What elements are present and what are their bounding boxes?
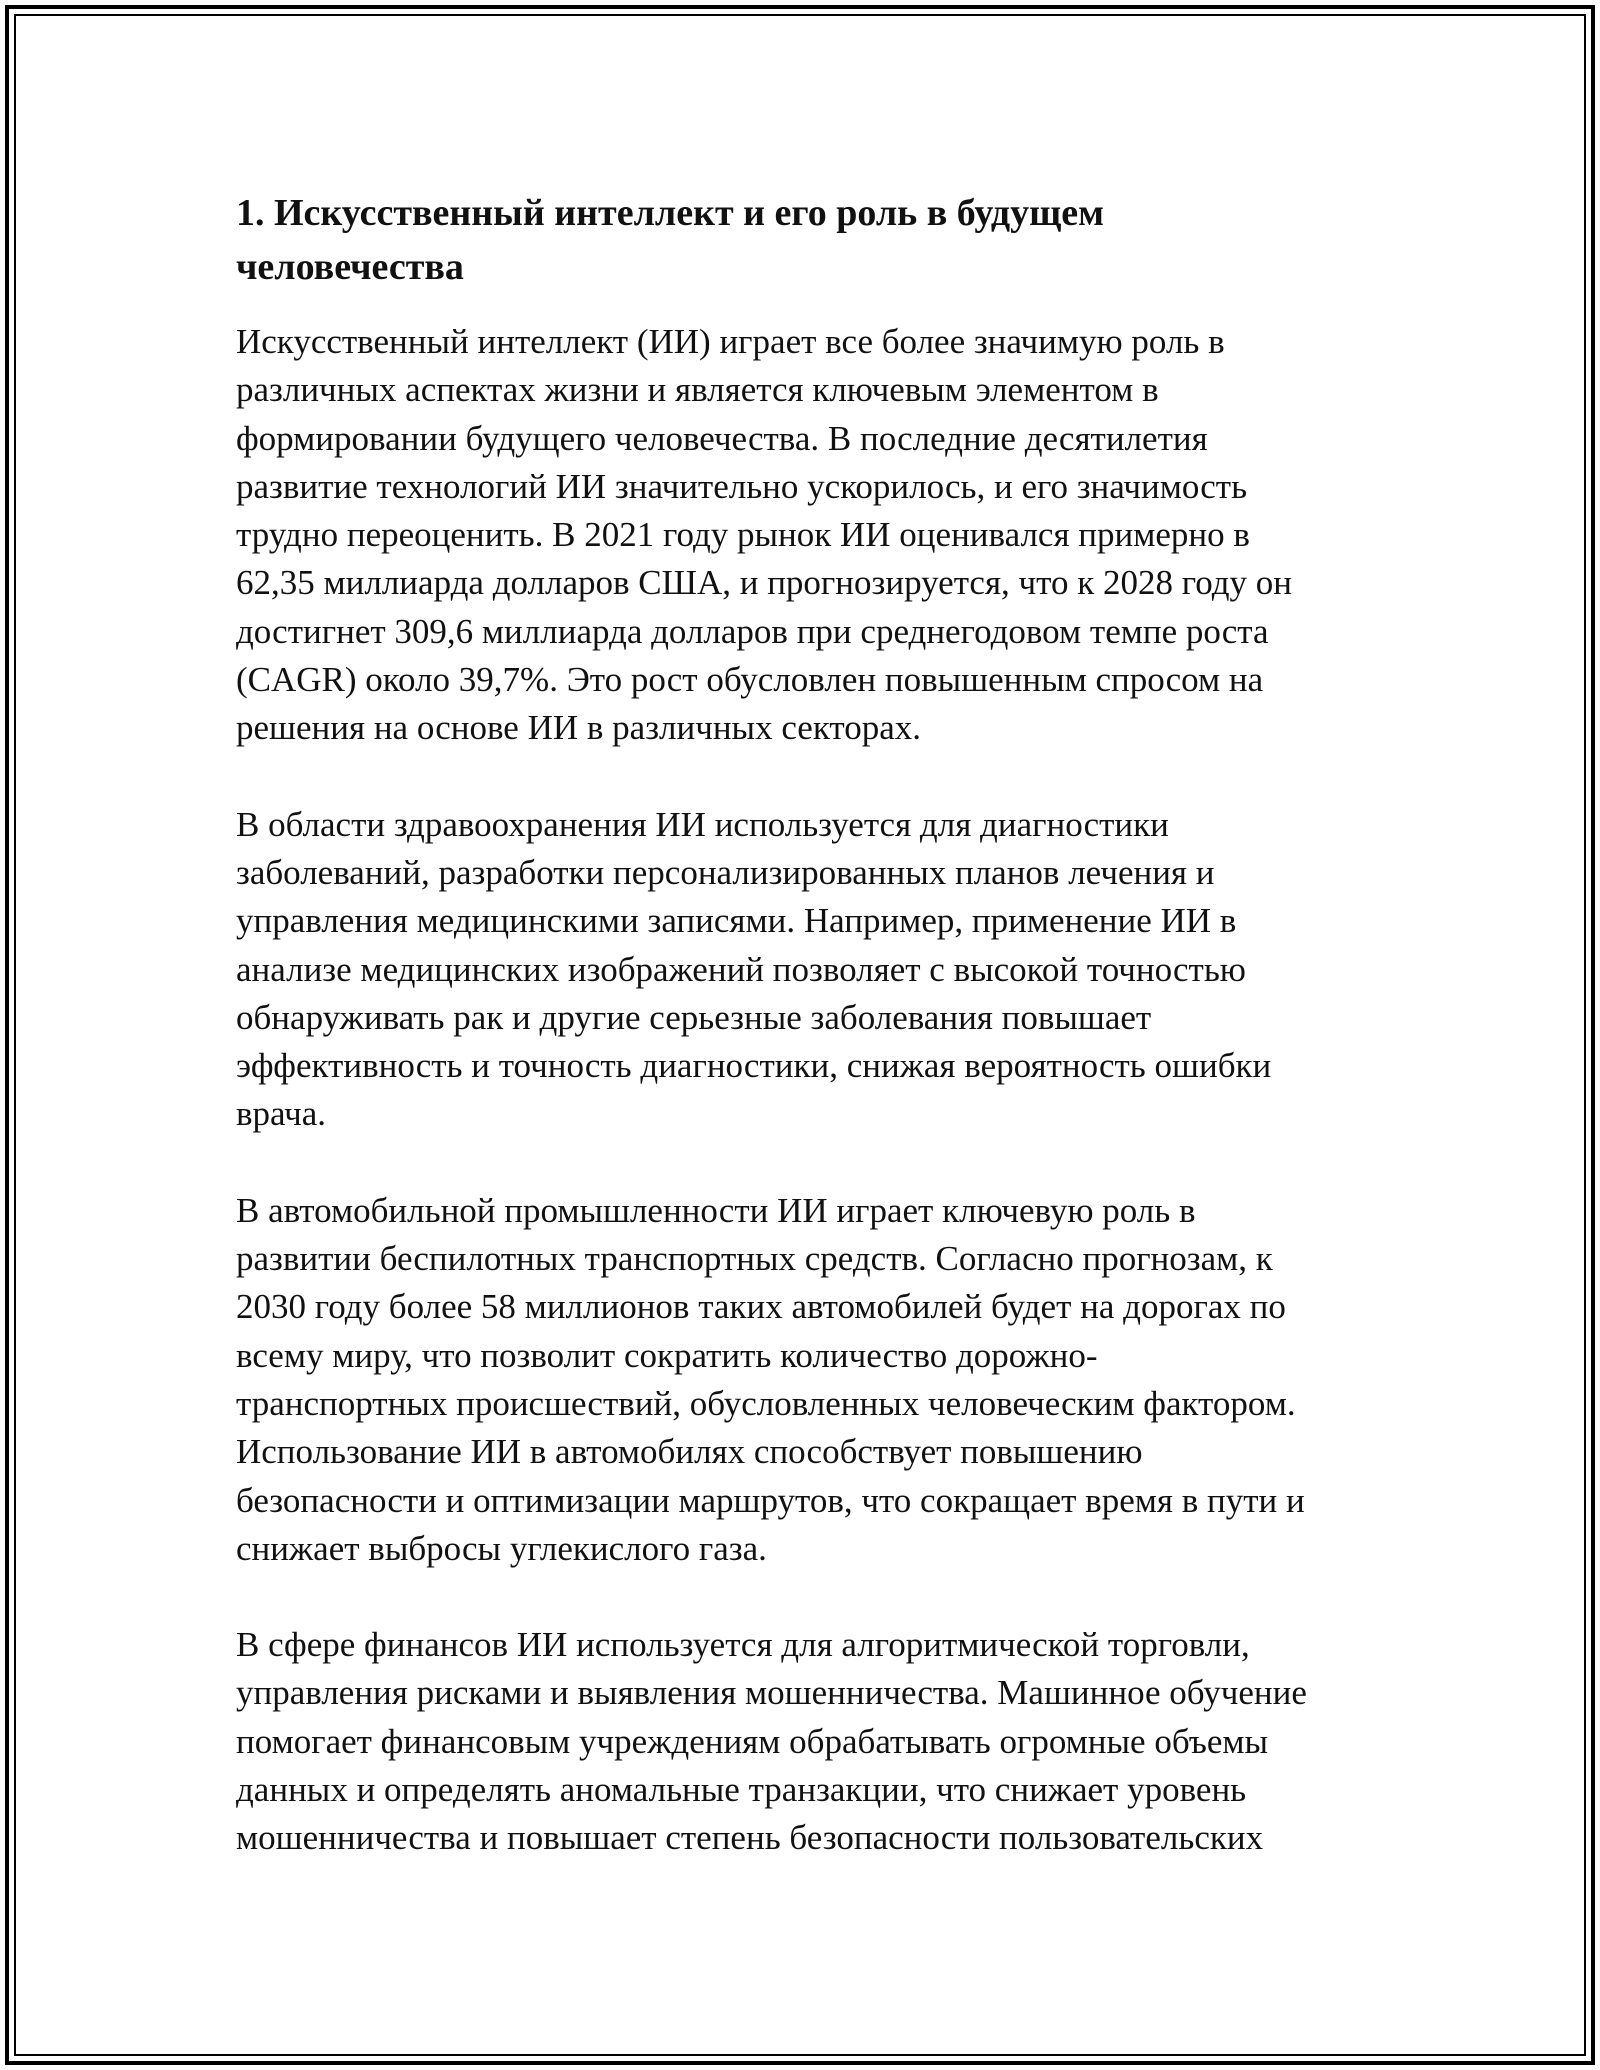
- document-body: [236, 186, 1376, 1911]
- paragraph-finance: В сфере финансов ИИ используется для алгоритмической торговли, управления рисками и выявления мошенничества. Машинное обучение помогает финансовым учреждениям обрабатывать огромные объемы данных и определять аномальные транзакции, что снижает уровень мошенничества и повышает степень безопасности пользовательских: [236, 1625, 1307, 1858]
- section-heading: 1. Искусственный интеллект и его роль в будущем человечества: [236, 192, 1104, 288]
- paragraph-intro: Искусственный интеллект (ИИ) играет все более значимую роль в различных аспектах жизни и является ключевым элементом в формировании будущего человечества. В последние десятилетия развитие технологий ИИ значительно ускорилось, и его значимость трудно переоценить. В 2021 году рынок ИИ оценивался примерно в 62,35 миллиарда долларов США, и прогнозируется, что к 2028 году он достигнет 309,6 миллиарда долларов при среднегодовом темпе роста (CAGR) около 39,7%. Это рост обусловлен повышенным спросом на решения на основе ИИ в различных секторах.: [236, 322, 1292, 748]
- paragraph-healthcare: В области здравоохранения ИИ используется для диагностики заболеваний, разработки персонализированных планов лечения и управления медицинскими записями. Например, применение ИИ в анализе медицинских изображений позволяет с высокой точностью обнаруживать рак и другие серьезные заболевания повышает эффективность и точность диагностики, снижая вероятность ошибки врача.: [236, 804, 1272, 1134]
- paragraph-automotive: В автомобильной промышленности ИИ играет ключевую роль в развитии беспилотных транспортных средств. Согласно прогнозам, к 2030 году более 58 миллионов таких автомобилей будет на дорогах по всему миру, что позволит сократить количество дорожно- транспортных происшествий, обусловленных человеческим фактором. Использование ИИ в автомобилях способствует повышению безопасности и оптимизации маршрутов, что сокращает время в пути и снижает выбросы углекислого газа.: [236, 1190, 1305, 1568]
